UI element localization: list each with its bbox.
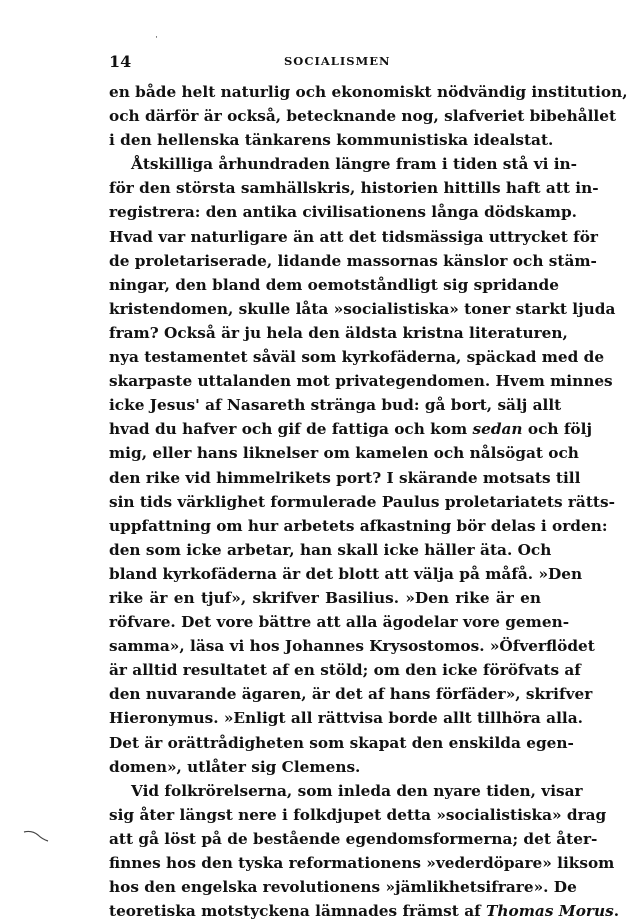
text-segment: . xyxy=(613,902,620,921)
text-line: röfvare. Det vore bättre att alla ägodelar vore gemen- xyxy=(109,613,570,632)
page-header xyxy=(109,36,539,71)
text-line xyxy=(109,899,620,923)
text-line: Det är orättrådigheten som skapat den enskilda egen- xyxy=(109,733,574,752)
text-line: i den hellenska tänkarens kommunistiska idealstat. xyxy=(109,131,554,150)
text-line: uppfattning om hur arbetets afkastning bör delas i orden: xyxy=(109,516,608,535)
margin-pencil-mark xyxy=(22,826,52,846)
text-line: mig, eller hans liknelser om kamelen och nålsögat och xyxy=(109,444,579,463)
print-mark: ˙ xyxy=(154,36,159,47)
text-segment: hvad du hafver och gif de fattiga och kom xyxy=(109,420,473,439)
text-line: den nuvarande ägaren, är det af hans förfäder», skrifver xyxy=(109,685,593,704)
text-line: icke Jesus' af Nasareth stränga bud: gå bort, sälj allt xyxy=(109,396,562,415)
text-line: Hvad var naturligare än att det tidsmässiga uttrycket för xyxy=(109,227,598,246)
text-line: rike är en tjuf», skrifver Basilius. »Den rike är en xyxy=(109,588,541,607)
page-number: 14 xyxy=(109,52,132,71)
text-line: skarpaste uttalanden mot privategendomen. Hvem minnes xyxy=(109,372,613,391)
text-line: Vid folkrörelserna, som inleda den nyare tiden, visar xyxy=(131,781,583,800)
text-line: Hieronymus. »Enligt all rättvisa borde allt tillhöra alla. xyxy=(109,709,583,728)
text-line: den rike vid himmelrikets port? I skärande motsats till xyxy=(109,468,581,487)
text-line: bland kyrkofäderna är det blott att välja på måfå. »Den xyxy=(109,564,583,583)
text-line: sin tids värklighet formulerade Paulus proletariatets rätts- xyxy=(109,492,615,511)
text-line: är alltid resultatet af en stöld; om den icke föröfvats af xyxy=(109,661,581,680)
text-line: de proletariserade, lidande massornas känslor och stäm- xyxy=(109,251,597,270)
text-line: och därför är också, betecknande nog, slafveriet bibehållet xyxy=(109,107,617,126)
text-line: domen», utlåter sig Clemens. xyxy=(109,757,361,776)
italic-text: Thomas Morus xyxy=(486,902,614,921)
text-line: samma», läsa vi hos Johannes Krysostomos. »Öfverflödet xyxy=(109,637,595,656)
text-line: att gå löst på de bestående egendomsformerna; det åter- xyxy=(109,829,598,848)
text-line: den som icke arbetar, han skall icke häller äta. Och xyxy=(109,540,552,559)
text-line: registrera: den antika civilisationens långa dödskamp. xyxy=(109,203,577,222)
text-line: nya testamentet såväl som kyrkofäderna, späckad med de xyxy=(109,348,605,367)
text-line: hos den engelska revolutionens »jämlikhetsifrare». De xyxy=(109,878,577,897)
text-line: Åtskilliga århundraden längre fram i tiden stå vi in- xyxy=(131,155,578,174)
italic-text: sedan xyxy=(472,420,523,439)
text-segment: och följ xyxy=(522,420,592,439)
text-line: ningar, den bland dem oemotståndligt sig spridande xyxy=(109,275,559,294)
body-text xyxy=(109,80,628,923)
text-line: finnes hos den tyska reformationens »vederdöpare» liksom xyxy=(109,854,615,872)
text-line: för den största samhällskris, historien hittills haft att in- xyxy=(109,179,599,198)
text-line xyxy=(109,417,592,441)
text-line: fram? Också är ju hela den äldsta kristna literaturen, xyxy=(109,323,568,342)
text-line: kristendomen, skulle låta »socialistiska» toner starkt ljuda xyxy=(109,299,616,318)
text-line: sig åter längst nere i folkdjupet detta »socialistiska» drag xyxy=(109,805,607,824)
text-line: en både helt naturlig och ekonomiskt nödvändig institution, xyxy=(109,83,628,101)
text-segment: teoretiska motstyckena lämnades främst af xyxy=(109,902,487,921)
running-head: SOCIALISMEN xyxy=(284,54,391,68)
